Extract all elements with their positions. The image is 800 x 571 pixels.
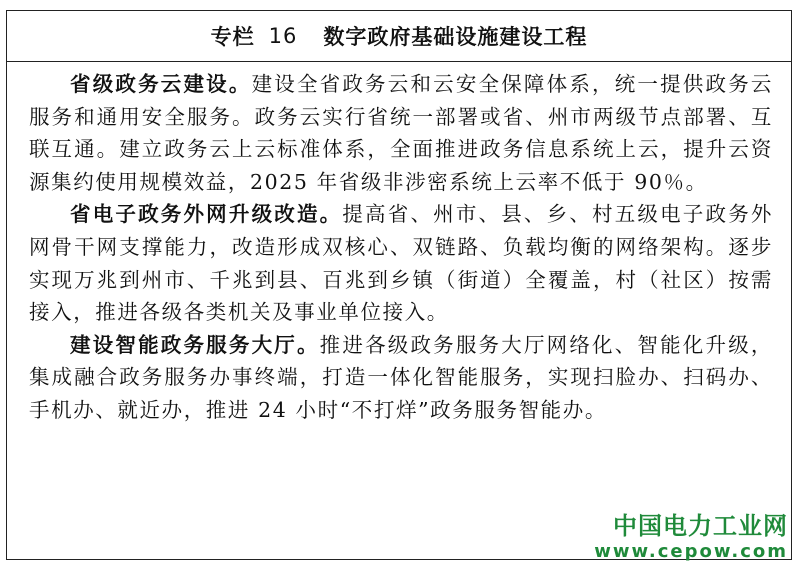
column-header	[7, 11, 791, 62]
paragraph-service-hall	[29, 329, 773, 427]
paragraph-lead: 省电子政务外网升级改造。	[70, 202, 343, 227]
site-watermark	[594, 511, 788, 563]
column-number: 16	[268, 24, 298, 48]
paragraph-lead: 省级政务云建设。	[70, 72, 252, 96]
watermark-url: www.cepow.com	[594, 541, 788, 562]
watermark-name: 中国电力工业网	[613, 512, 788, 540]
paragraph-cloud	[29, 68, 773, 198]
paragraph-body: 提高省、州市、县、乡、村五级电子政务外网骨干网支撑能力，改造形成双核心、双链路、负载均衡的网络架构。逐步实现万兆到州市、千兆到县、百兆到乡镇（街道）全覆盖，村（社区）按需接入，推进各级各类机关及事业单位接入。	[29, 202, 773, 325]
paragraph-network	[29, 198, 773, 328]
paragraph-body: 推进各级政务服务大厅网络化、智能化升级，集成融合政务服务办事终端，打造一体化智能服务，实现扫脸办、扫码办、手机办、就近办，推进 24 小时“不打烊”政务服务智能办。	[29, 332, 774, 422]
column-title: 数字政府基础设施建设工程	[323, 25, 588, 49]
column-label: 专栏	[210, 25, 255, 49]
column-content	[7, 62, 791, 427]
paragraph-lead: 建设智能政务服务大厅。	[70, 332, 320, 357]
paragraph-body: 建设全省政务云和云安全保障体系，统一提供政务云服务和通用安全服务。政务云实行省统一部署或省、州市两级节点部署、互联互通。建立政务云上云标准体系，全面推进政务信息系统上云，提升云资源集约使用规模效益，2025 年省级非涉密系统上云率不低于 90％。	[29, 72, 773, 194]
column-box	[6, 10, 792, 560]
